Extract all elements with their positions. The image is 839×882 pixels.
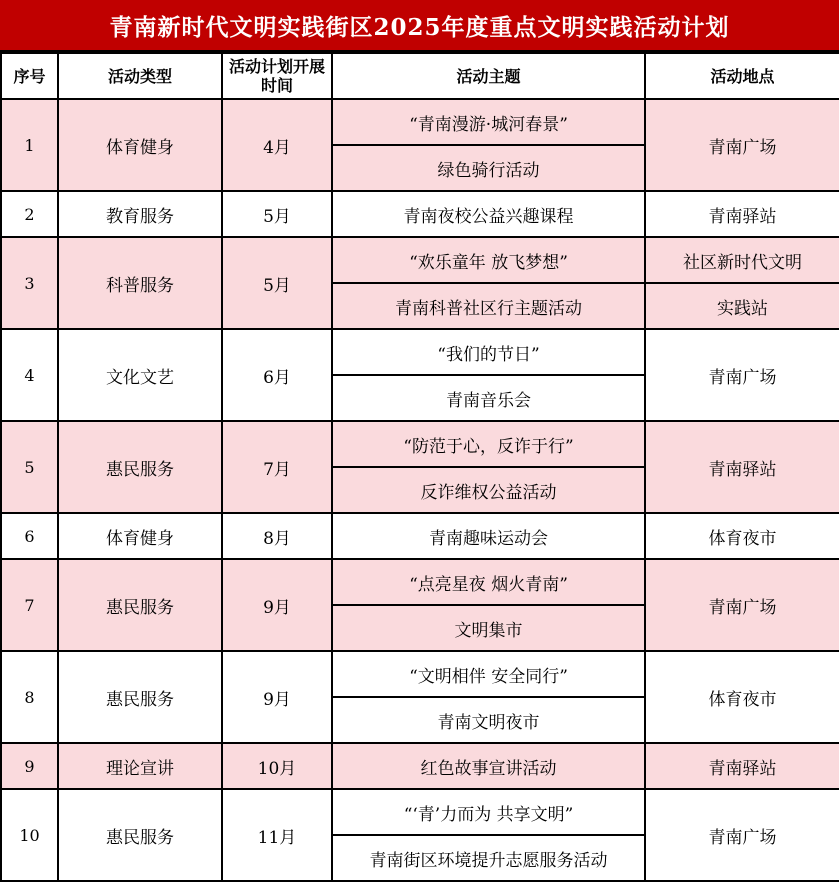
row-place: 社区新时代文明	[645, 237, 839, 283]
table-row	[1, 789, 839, 835]
row-place: 青南广场	[645, 329, 839, 421]
row-time: 7月	[222, 421, 332, 513]
row-time: 8月	[222, 513, 332, 559]
row-theme: 红色故事宣讲活动	[332, 743, 645, 789]
row-theme: “欢乐童年 放飞梦想”	[332, 237, 645, 283]
row-theme: 反诈维权公益活动	[332, 467, 645, 513]
row-theme: 青南音乐会	[332, 375, 645, 421]
header-type: 活动类型	[58, 53, 222, 99]
row-type: 文化文艺	[58, 329, 222, 421]
row-theme: 青南趣味运动会	[332, 513, 645, 559]
row-theme: “青南漫游·城河春景”	[332, 99, 645, 145]
row-place: 体育夜市	[645, 513, 839, 559]
header-seq: 序号	[1, 53, 58, 99]
row-type: 体育健身	[58, 99, 222, 191]
table-row	[1, 329, 839, 375]
row-seq: 2	[1, 191, 58, 237]
row-theme: “文明相伴 安全同行”	[332, 651, 645, 697]
row-time: 9月	[222, 651, 332, 743]
row-type: 惠民服务	[58, 421, 222, 513]
row-type: 惠民服务	[58, 559, 222, 651]
row-place: 体育夜市	[645, 651, 839, 743]
row-seq: 1	[1, 99, 58, 191]
header-theme: 活动主题	[332, 53, 645, 99]
table-row	[1, 559, 839, 605]
row-place: 青南驿站	[645, 421, 839, 513]
row-time: 9月	[222, 559, 332, 651]
header-row	[1, 53, 839, 99]
table-row	[1, 743, 839, 789]
header-time: 活动计划开展时间	[222, 53, 332, 99]
row-time: 5月	[222, 237, 332, 329]
row-type: 教育服务	[58, 191, 222, 237]
table-row	[1, 99, 839, 145]
row-seq: 3	[1, 237, 58, 329]
row-theme: 绿色骑行活动	[332, 145, 645, 191]
row-seq: 4	[1, 329, 58, 421]
header-place: 活动地点	[645, 53, 839, 99]
row-theme: “点亮星夜 烟火青南”	[332, 559, 645, 605]
sheet-title: 青南新时代文明实践街区2025年度重点文明实践活动计划	[0, 0, 839, 52]
row-place: 青南广场	[645, 559, 839, 651]
row-type: 惠民服务	[58, 789, 222, 881]
row-place: 青南驿站	[645, 743, 839, 789]
row-theme: “我们的节日”	[332, 329, 645, 375]
row-time: 11月	[222, 789, 332, 881]
row-theme: “防范于心，反诈于行”	[332, 421, 645, 467]
row-place: 青南驿站	[645, 191, 839, 237]
row-type: 体育健身	[58, 513, 222, 559]
row-type: 惠民服务	[58, 651, 222, 743]
row-type: 科普服务	[58, 237, 222, 329]
row-seq: 10	[1, 789, 58, 881]
row-seq: 9	[1, 743, 58, 789]
row-place: 实践站	[645, 283, 839, 329]
table-row	[1, 421, 839, 467]
row-theme: 青南街区环境提升志愿服务活动	[332, 835, 645, 881]
row-time: 10月	[222, 743, 332, 789]
row-place: 青南广场	[645, 789, 839, 881]
table-row	[1, 513, 839, 559]
row-theme: 青南夜校公益兴趣课程	[332, 191, 645, 237]
row-theme: 文明集市	[332, 605, 645, 651]
activity-plan-table	[0, 52, 839, 882]
row-theme: “‘青’力而为 共享文明”	[332, 789, 645, 835]
table-body	[1, 99, 839, 881]
row-seq: 7	[1, 559, 58, 651]
row-seq: 8	[1, 651, 58, 743]
row-seq: 6	[1, 513, 58, 559]
row-time: 6月	[222, 329, 332, 421]
row-time: 4月	[222, 99, 332, 191]
row-seq: 5	[1, 421, 58, 513]
row-type: 理论宣讲	[58, 743, 222, 789]
table-row	[1, 191, 839, 237]
row-theme: 青南科普社区行主题活动	[332, 283, 645, 329]
table-row	[1, 237, 839, 283]
row-theme: 青南文明夜市	[332, 697, 645, 743]
row-time: 5月	[222, 191, 332, 237]
row-place: 青南广场	[645, 99, 839, 191]
table-row	[1, 651, 839, 697]
